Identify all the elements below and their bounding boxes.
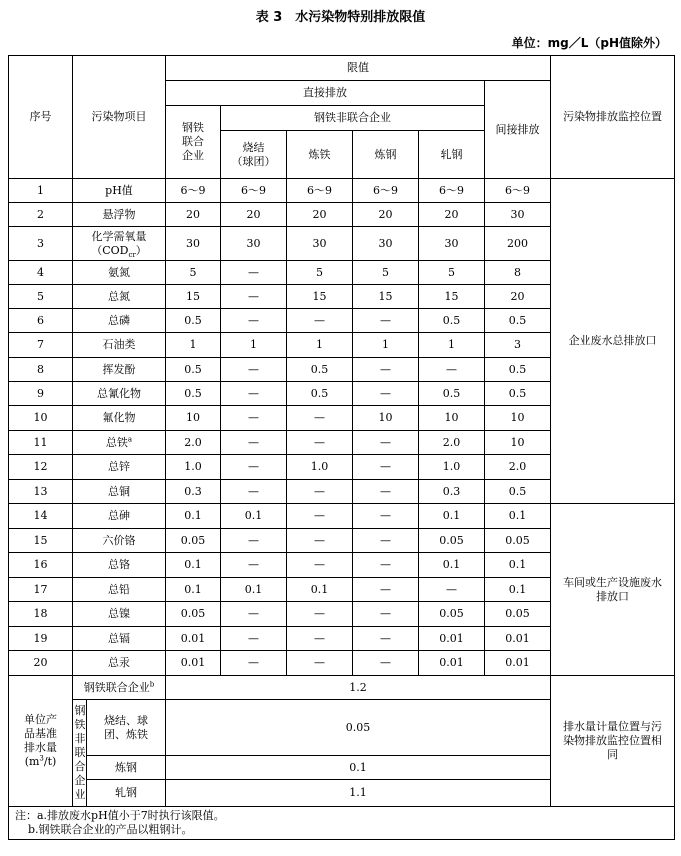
- header-non-integrated: 钢铁非联合企业: [221, 106, 485, 131]
- table-row: 7 石油类 1 1 1 1 1 3: [9, 333, 675, 358]
- water-sinter-value: 0.05: [166, 700, 551, 756]
- note-b: b.钢铁联合企业的产品以粗钢计。: [28, 823, 193, 836]
- water-monitor: 排水量计量位置与污 染物排放监控位置相 同: [551, 676, 675, 807]
- water-sinter-label: 烧结、球 团、炼铁: [87, 700, 166, 756]
- table-row: 6 总磷 0.5 — — — 0.5 0.5: [9, 309, 675, 333]
- table-row: 15 六价铬 0.05 — — — 0.05 0.05: [9, 529, 675, 553]
- table-row: 3 化学需氧量 $(COD_{cr})$ 30 30 30 30 30 200: [9, 227, 675, 261]
- note-a: 注：a.排放废水pH值小于7时执行该限值。: [15, 809, 225, 822]
- header-item: 污染物项目: [73, 56, 166, 179]
- table-row: 2 悬浮物 20 20 20 20 20 30: [9, 203, 675, 227]
- table-row: 5 总氮 15 — 15 15 15 20: [9, 285, 675, 309]
- monitor-workshop: 车间或生产设施废水 排放口: [551, 504, 675, 676]
- table-row: 12 总锌 1.0 — 1.0 — 1.0 2.0: [9, 455, 675, 480]
- water-rolling-label: 轧钢: [87, 780, 166, 807]
- water-rolling-value: 1.1: [166, 780, 551, 807]
- header-indirect: 间接排放: [485, 81, 551, 179]
- table-row: 17 总铅 0.1 0.1 0.1 — — 0.1: [9, 578, 675, 602]
- table-row: 8 挥发酚 0.5 — 0.5 — — 0.5: [9, 358, 675, 382]
- water-integrated-label: 钢铁联合企业$^b$: [73, 676, 166, 700]
- water-label: 单位产 品基准 排水量 $(m^3/t)$: [9, 676, 73, 807]
- header-rolling: 轧钢: [419, 131, 485, 179]
- table-row: 10 氟化物 10 — — 10 10 10: [9, 406, 675, 431]
- header-ironmaking: 炼铁: [287, 131, 353, 179]
- table-row: 19 总镉 0.01 — — — 0.01 0.01: [9, 627, 675, 651]
- unit-label: 单位：mg／L（pH值除外）: [511, 36, 667, 50]
- table-row: 11 总铁$^a$ 2.0 — — — 2.0 10: [9, 431, 675, 455]
- table-title: 表 3 水污染物特别排放限值: [255, 10, 426, 25]
- table-row: 13 总铜 0.3 — — — 0.3 0.5: [9, 480, 675, 504]
- header-integrated: 钢铁 联合 企业: [166, 106, 221, 179]
- water-integrated-value: 1.2: [166, 676, 551, 700]
- water-steel-label: 炼钢: [87, 756, 166, 780]
- header-direct: 直接排放: [166, 81, 485, 106]
- table-row: 4 氨氮 5 — 5 5 5 8: [9, 261, 675, 285]
- header-steelmaking: 炼钢: [353, 131, 419, 179]
- header-monitor: 污染物排放监控位置: [551, 56, 675, 179]
- emission-limits-table: [8, 55, 675, 840]
- table-row: 18 总镍 0.05 — — — 0.05 0.05: [9, 602, 675, 627]
- table-row: 20 总汞 0.01 — — — 0.01 0.01: [9, 651, 675, 676]
- table-row: 14 总砷 0.1 0.1 — — 0.1 0.1 车间或生产设施废水 排放口: [9, 504, 675, 529]
- table-row: 1 pH值 6～9 6～9 6～9 6～9 6～9 6～9 企业废水总排放口: [9, 179, 675, 203]
- header-sinter: 烧结 （球团）: [221, 131, 287, 179]
- table-row: 16 总铬 0.1 — — — 0.1 0.1: [9, 553, 675, 578]
- header-limit: 限值: [166, 56, 551, 81]
- table-row: 9 总氰化物 0.5 — 0.5 — 0.5 0.5: [9, 382, 675, 406]
- monitor-total: 企业废水总排放口: [551, 179, 675, 504]
- water-steel-value: 0.1: [166, 756, 551, 780]
- table-notes: [9, 807, 675, 840]
- water-non-integrated-label: 钢铁非联合企业: [73, 700, 87, 807]
- header-seq: 序号: [9, 56, 73, 179]
